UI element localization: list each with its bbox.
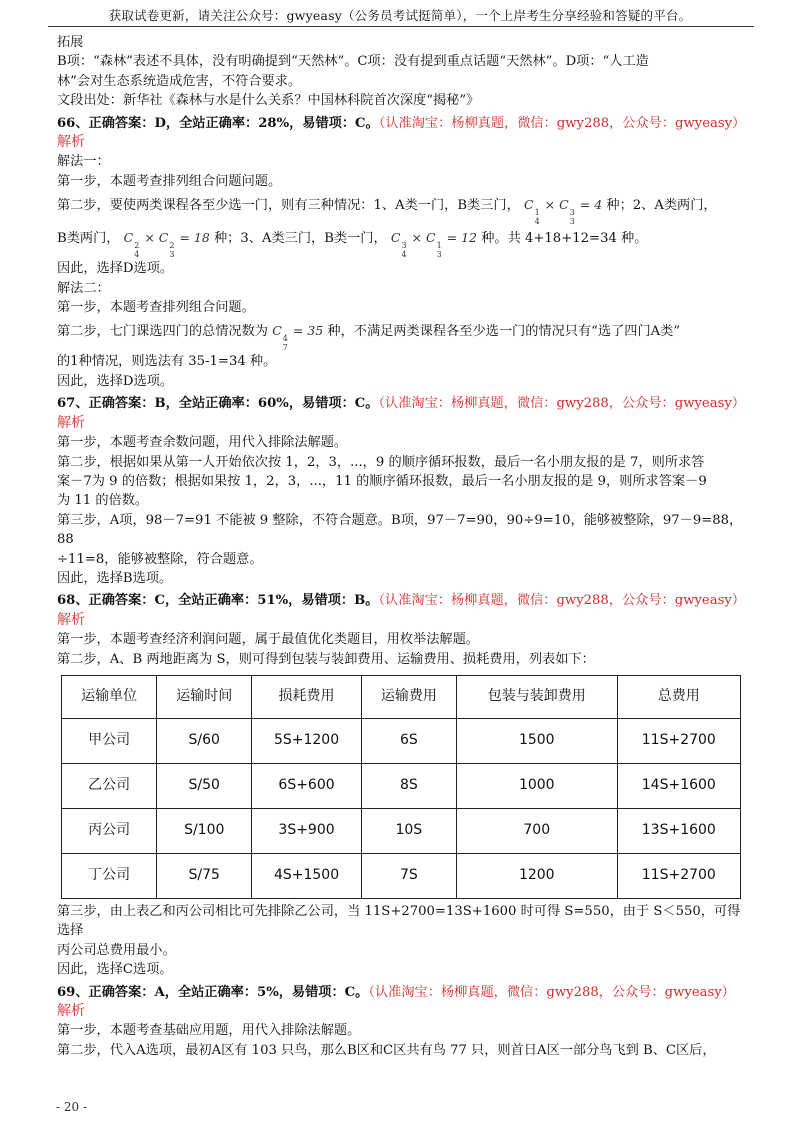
q68-conclusion: 因此，选择C选项。 (57, 962, 173, 978)
formula-symbol: C (158, 230, 169, 246)
table-cell: S/60 (157, 718, 252, 763)
q66-ad: （认准淘宝：杨柳真题，微信：gwy288，公众号：gwyeasy） (378, 115, 746, 131)
formula-symbol: C (390, 230, 401, 246)
table-header-cell: 损耗费用 (252, 675, 361, 718)
formula-sub: 7 (282, 343, 288, 353)
cost-table (61, 675, 741, 899)
formula-result: = 35 (292, 323, 324, 339)
q66-method2-title: 解法二： (57, 280, 110, 296)
q66-answer: 66、正确答案：D，全站正确率：28%，易错项：C。 (57, 115, 379, 131)
table-cell: 6S (361, 718, 456, 763)
table-cell: S/75 (157, 853, 252, 898)
table-cell: 14S+1600 (617, 763, 740, 808)
formula-index (570, 208, 575, 226)
table-row (62, 808, 741, 853)
table-cell: 4S+1500 (252, 853, 361, 898)
q67-ad: （认准淘宝：杨柳真题，微信：gwy288，公众号：gwyeasy） (378, 396, 746, 412)
table-header-cell: 运输费用 (361, 675, 456, 718)
q66-answer-line (57, 114, 747, 133)
q66-conclusion: 因此，选择D选项。 (57, 261, 174, 277)
formula-sup: 3 (401, 241, 407, 251)
formula-sup: 1 (436, 241, 442, 251)
q66-step (57, 321, 747, 352)
formula-sub: 4 (401, 250, 407, 260)
table-row (62, 718, 741, 763)
q66-conclusion: 因此，选择D选项。 (57, 373, 174, 389)
formula-index (401, 241, 406, 259)
table-cell: 10S (361, 808, 456, 853)
page-number: - 20 - (56, 1100, 88, 1114)
formula-index (535, 208, 540, 226)
formula-sup: 4 (282, 334, 288, 344)
q68-answer-line (57, 591, 747, 610)
formula-symbol: C (426, 230, 436, 246)
table-row (62, 853, 741, 898)
table-header-cell: 总费用 (617, 675, 740, 718)
table-cell: 6S+600 (252, 763, 361, 808)
q66-step (57, 195, 747, 226)
q69-step: 第二步，代入A选项，最初A区有 103 只鸟，那么B区和C区共有鸟 77 只，则首日A区一部分鸟飞到 B、C区后， (57, 1042, 716, 1058)
formula-symbol: C (123, 230, 134, 246)
formula-sup: 3 (569, 208, 575, 218)
table-cell: 1200 (456, 853, 617, 898)
table-cell: 甲公司 (62, 718, 157, 763)
q67-answer-line (57, 394, 747, 413)
table-row (62, 763, 741, 808)
q67-jiexi-heading: 解析 (57, 414, 85, 431)
q67-step: 第三步，A项，98－7=91 不能被 9 整除，不符合题意。B项，97－7=90，90÷9=10，能够被整除，97－9=88，88 (57, 512, 743, 548)
formula-sub: 3 (569, 217, 575, 227)
q66-jiexi-heading: 解析 (57, 134, 85, 151)
formula-symbol: C (559, 197, 569, 213)
q68-ad: （认准淘宝：杨柳真题，微信：gwy288，公众号：gwyeasy） (378, 593, 746, 609)
q66-text: 第二步，七门课选四门的总情况数为 (57, 324, 268, 340)
q66-step (57, 228, 747, 259)
q66-text: 种；3、A类三门，B类一门， (214, 231, 387, 247)
q67-step: 为 11 的倍数。 (57, 493, 149, 509)
q68-answer: 68、正确答案：C，全站正确率：51%，易错项：B。 (57, 593, 379, 609)
formula-sup: 2 (134, 241, 140, 251)
formula-symbol: C (524, 197, 534, 213)
q67-conclusion: 因此，选择B选项。 (57, 570, 173, 586)
tuozhan-line: B项：“森林”表述不具体，没有明确提到“天然林”。C项：没有提到重点话题“天然林”。D项：“人工造 (57, 54, 649, 70)
table-cell: 11S+2700 (617, 853, 740, 898)
table-cell: 7S (361, 853, 456, 898)
table-cell: 5S+1200 (252, 718, 361, 763)
q69-ad: （认准淘宝：杨柳真题，微信：gwy288，公众号：gwyeasy） (368, 984, 735, 1000)
formula-index (283, 334, 288, 352)
q66-text: 第二步，要使两类课程各至少选一门，则有三种情况：1、A类一门，B类三门， (57, 198, 520, 214)
formula-sub: 3 (436, 250, 442, 260)
formula-c41-c33 (524, 197, 603, 227)
table-header-cell: 运输时间 (157, 675, 252, 718)
q67-step: 第一步，本题考查余数问题，用代入排除法解题。 (57, 435, 348, 451)
formula-result: = 4 (579, 197, 603, 213)
formula-c74 (272, 323, 324, 353)
q66-step: 第一步，本题考查排列组合问题。 (57, 300, 255, 316)
page-content (57, 33, 747, 1060)
formula-sub: 4 (134, 250, 140, 260)
table-cell: S/100 (157, 808, 252, 853)
formula-c43-c31 (390, 230, 478, 260)
q68-step: 丙公司总费用最小。 (57, 942, 176, 958)
q67-step: ÷11=8，能够被整除，符合题意。 (57, 551, 263, 567)
q66-text: 种。共 4+18+12=34 种。 (481, 231, 648, 247)
formula-index (437, 241, 442, 259)
formula-result: = 18 (179, 230, 210, 246)
q68-jiexi-heading: 解析 (57, 611, 85, 628)
formula-sub: 3 (169, 250, 175, 260)
q68-step: 第一步，本题考查经济利润问题，属于最值优化类题目，用枚举法解题。 (57, 632, 479, 648)
formula-symbol: C (272, 323, 282, 339)
q67-step: 案－7为 9 的倍数；根据如果按 1，2，3，...，11 的顺序循环报数，最后一名小朋友报的是 9，则所求答案－9 (57, 473, 707, 489)
tuozhan-line: 林”会对生态系统造成危害，不符合要求。 (57, 73, 302, 89)
table-cell: 8S (361, 763, 456, 808)
q68-step: 第三步，由上表乙和丙公司相比可先排除乙公司，当 11S+2700=13S+1600 时可得 S=550，由于 S＜550，可得选择 (57, 903, 741, 939)
q66-method1-title: 解法一： (57, 154, 110, 170)
table-cell: S/50 (157, 763, 252, 808)
table-cell: 13S+1600 (617, 808, 740, 853)
formula-times: × (411, 230, 423, 246)
header-divider (48, 26, 754, 27)
q66-text: 种；2、A类两门， (606, 198, 717, 214)
formula-index (169, 241, 174, 259)
q67-step: 第二步，根据如果从第一人开始依次按 1，2，3，...，9 的顺序循环报数，最后一名小朋友报的是 7，则所求答 (57, 454, 705, 470)
q69-answer: 69、正确答案：A，全站正确率：5%，易错项：C。 (57, 984, 369, 1000)
q69-jiexi-heading: 解析 (57, 1003, 85, 1019)
formula-times: × (144, 230, 155, 246)
formula-sup: 1 (534, 208, 540, 218)
table-header-cell: 包装与装卸费用 (456, 675, 617, 718)
formula-c42-c32 (123, 230, 210, 260)
q66-text: B类两门， (57, 231, 120, 247)
tuozhan-source: 文段出处：新华社《森林与水是什么关系？中国林科院首次深度“揭秘”》 (57, 93, 480, 109)
q66-step: 的1种情况，则选法有 35-1=34 种。 (57, 354, 277, 370)
q66-step: 第一步，本题考查排列组合问题问题。 (57, 173, 282, 189)
formula-sup: 2 (169, 241, 175, 251)
formula-result: = 12 (446, 230, 478, 246)
tuozhan-title: 拓展 (57, 35, 84, 50)
q69-answer-line (57, 983, 747, 1002)
table-cell: 11S+2700 (617, 718, 740, 763)
q67-answer: 67、正确答案：B，全站正确率：60%，易错项：C。 (57, 396, 379, 412)
table-cell: 丙公司 (62, 808, 157, 853)
table-cell: 1500 (456, 718, 617, 763)
q68-step: 第二步，A、B 两地距离为 S，则可得到包装与装卸费用、运输费用、损耗费用，列表如下： (57, 651, 595, 667)
table-header-row (62, 675, 741, 718)
q66-text: 种，不满足两类课程各至少选一门的情况只有“选了四门A类” (327, 324, 681, 340)
q69-step: 第一步，本题考查基础应用题，用代入排除法解题。 (57, 1023, 361, 1039)
table-cell: 1000 (456, 763, 617, 808)
formula-sub: 4 (534, 217, 540, 227)
table-cell: 丁公司 (62, 853, 157, 898)
table-cell: 乙公司 (62, 763, 157, 808)
formula-index (134, 241, 139, 259)
table-cell: 3S+900 (252, 808, 361, 853)
page-header: 获取试卷更新，请关注公众号：gwyeasy（公务员考试挺简单），一个上岸考生分享经验和答疑的平台。 (108, 8, 692, 23)
table-cell: 700 (456, 808, 617, 853)
formula-times: × (544, 197, 556, 213)
table-header-cell: 运输单位 (62, 675, 157, 718)
